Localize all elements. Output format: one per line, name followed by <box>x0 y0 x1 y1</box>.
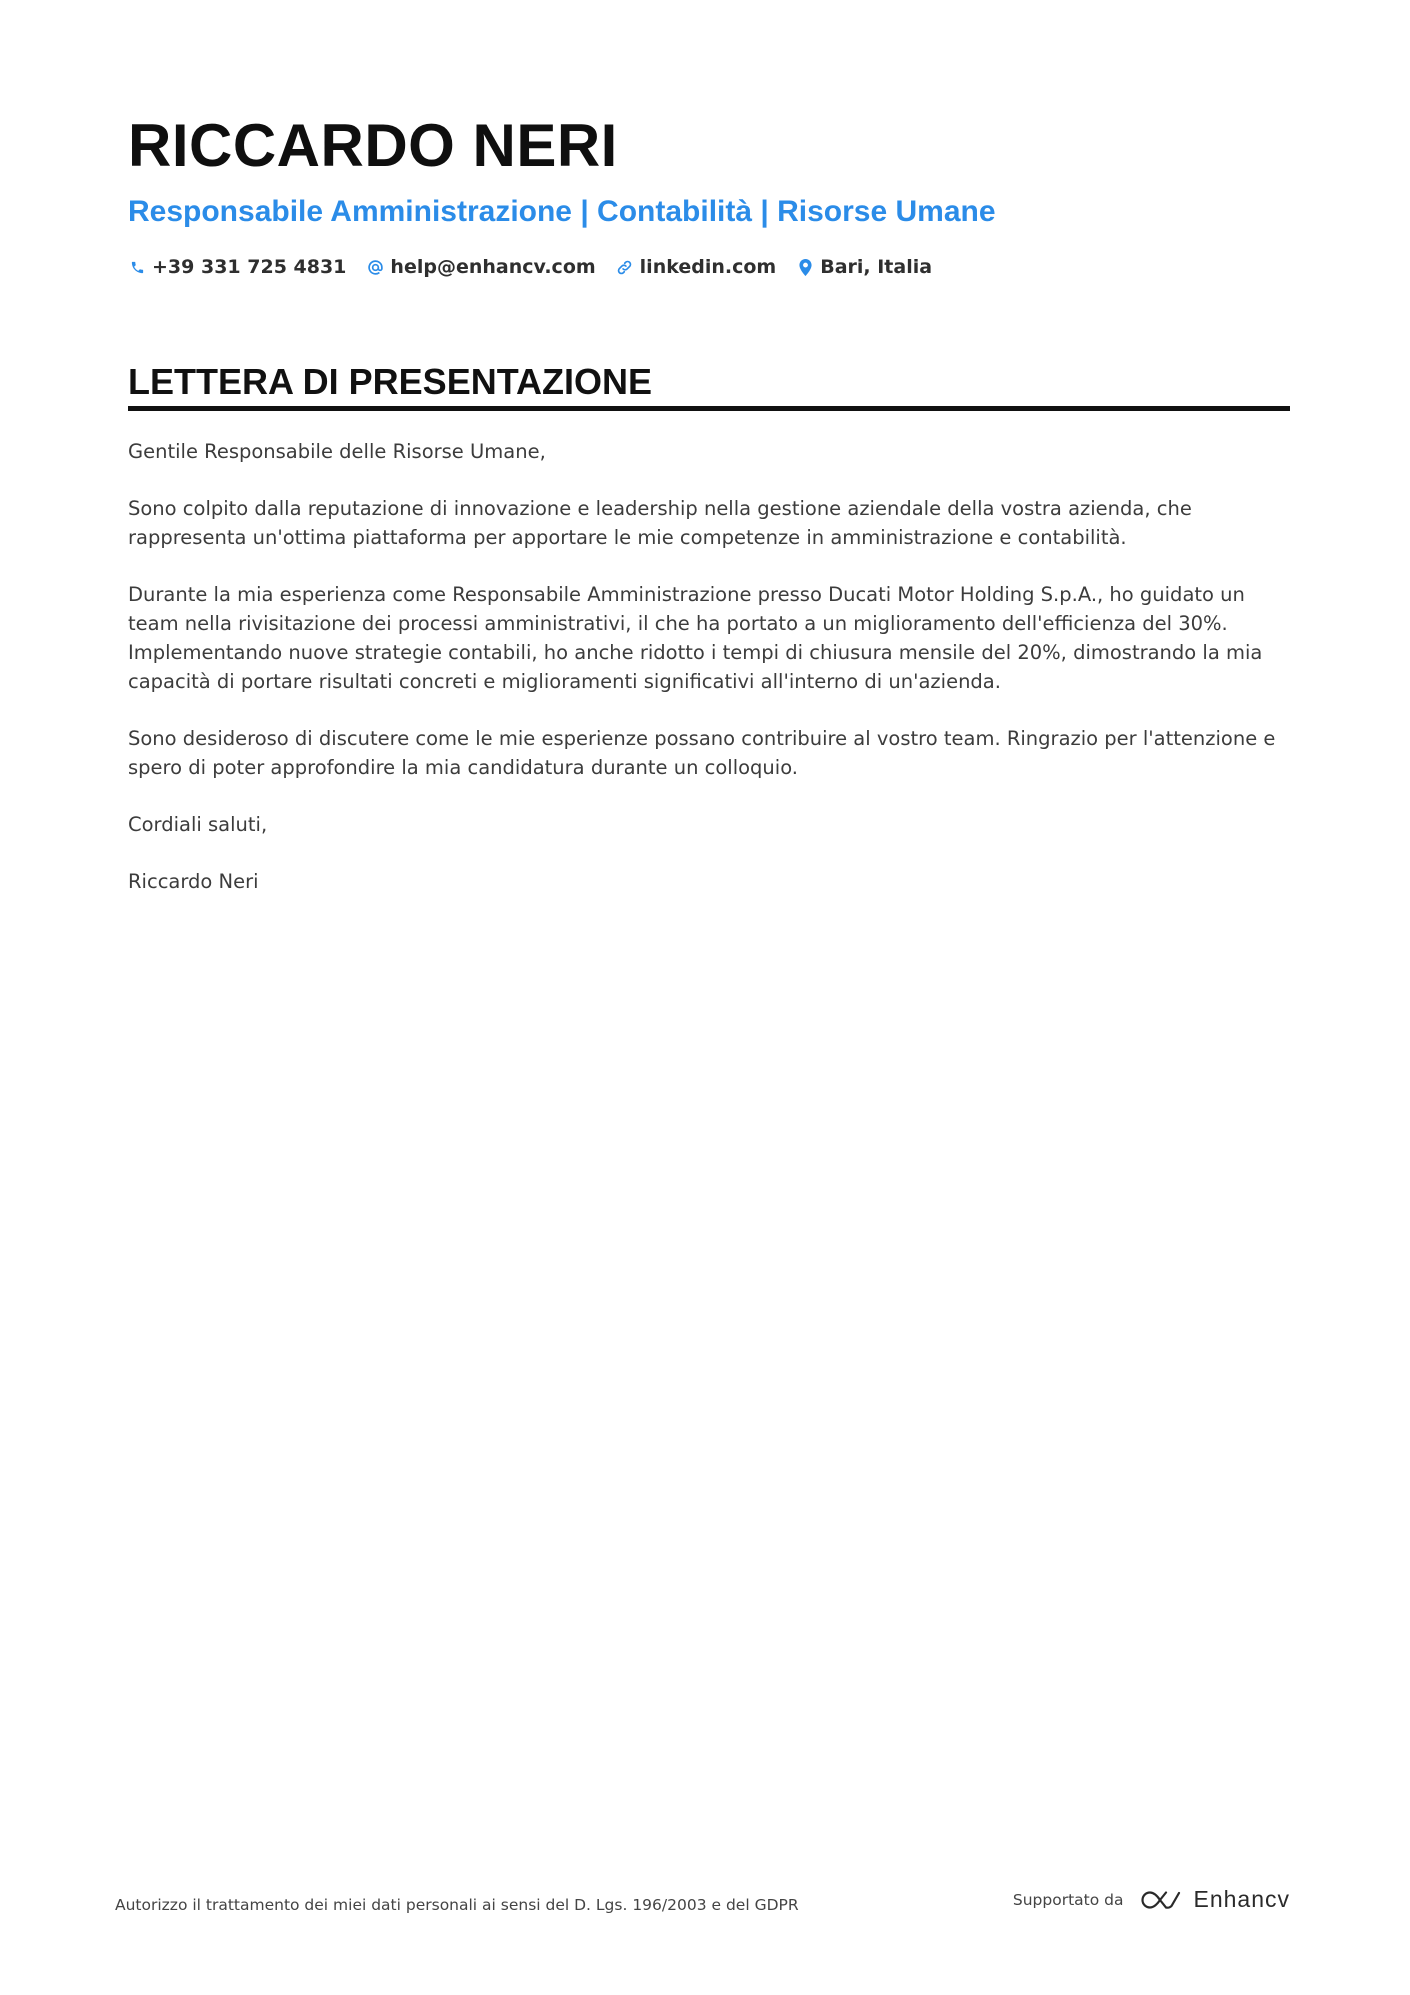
phone-text: +39 331 725 4831 <box>152 256 347 278</box>
letter-body <box>128 437 1290 896</box>
contact-location <box>796 256 932 278</box>
letter-paragraph: Sono colpito dalla reputazione di innovazione e leadership nella gestione aziendale della vostra azienda, che rappresenta un'ottima piattaforma per apportare le mie competenze in amministrazione e contabilità. <box>128 497 1192 549</box>
contact-email[interactable] <box>366 256 595 278</box>
contact-bar <box>128 252 1290 282</box>
email-text: help@enhancv.com <box>390 256 596 278</box>
link-icon <box>616 258 634 276</box>
section-title: LETTERA DI PRESENTAZIONE <box>128 360 1290 411</box>
powered-by-label: Supportato da <box>1012 1890 1124 1909</box>
contact-phone[interactable] <box>128 256 346 278</box>
letter-paragraph: Sono desideroso di discutere come le mie esperienze possano contribuire al vostro team. Ringrazio per l'attenzione e spero di poter approfondire la mia candidatura durante un colloquio. <box>128 727 1276 779</box>
candidate-name: RICCARDO NERI <box>128 112 618 179</box>
location-pin-icon <box>796 258 814 276</box>
powered-by[interactable] <box>1013 1886 1290 1913</box>
linkedin-text: linkedin.com <box>639 256 777 278</box>
contact-linkedin[interactable] <box>616 256 777 278</box>
letter-paragraph: Durante la mia esperienza come Responsabile Amministrazione presso Ducati Motor Holding S.p.A., ho guidato un team nella rivisitazione dei processi amministrativi, il che ha portato a un miglioramento dell'efficienza del 30%. Implementando nuove strategie contabili, ho anche ridotto i tempi di chiusura mensile del 20%, dimostrando la mia capacità di portare risultati concreti e miglioramenti significativi all'interno di un'azienda. <box>128 583 1263 693</box>
phone-icon <box>128 258 146 276</box>
letter-greeting: Gentile Responsabile delle Risorse Umane, <box>128 440 546 463</box>
cover-letter-page <box>128 110 1290 924</box>
candidate-title: Responsabile Amministrazione | Contabilità | Risorse Umane <box>128 195 996 228</box>
at-icon <box>366 258 384 276</box>
letter-closing: Cordiali saluti, <box>128 813 268 836</box>
brand-name: Enhancv <box>1193 1886 1290 1912</box>
enhancv-logo-icon <box>1137 1888 1183 1912</box>
location-text: Bari, Italia <box>820 256 933 278</box>
letter-signature: Riccardo Neri <box>128 870 259 893</box>
privacy-notice: Autorizzo il trattamento dei miei dati personali ai sensi del D. Lgs. 196/2003 e del GDPR <box>115 1896 799 1914</box>
